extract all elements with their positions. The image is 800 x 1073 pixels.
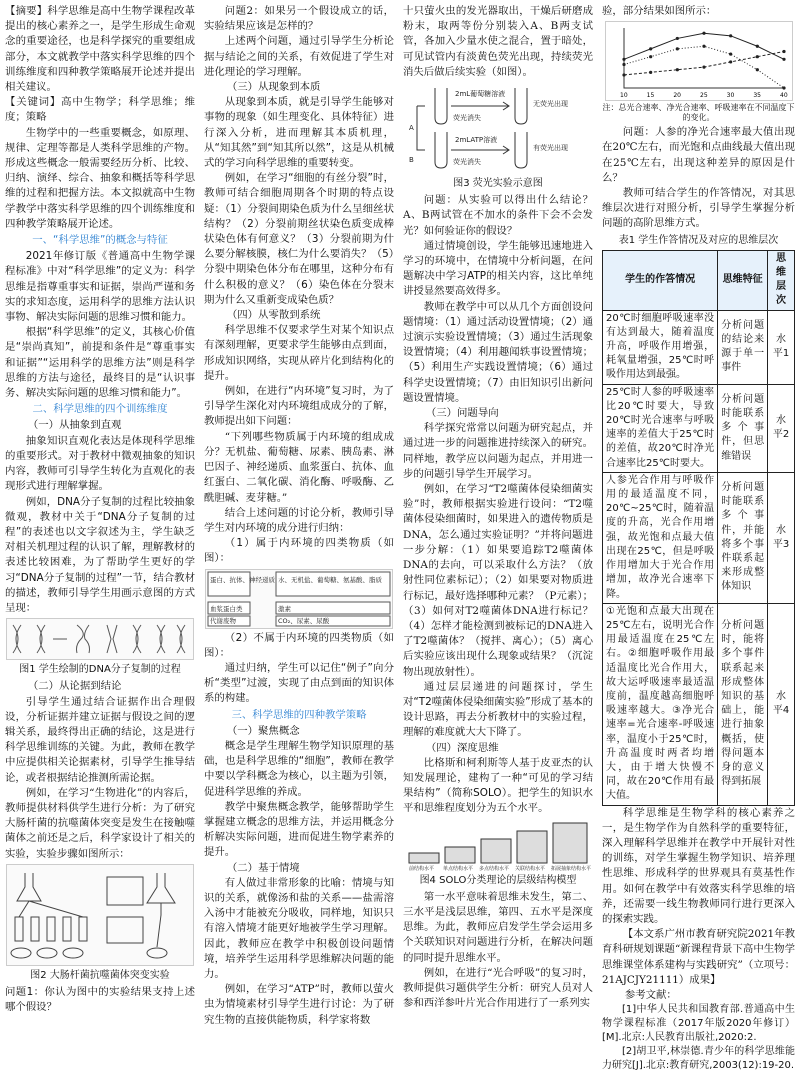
paragraph: 教师可结合学生的作答情况，对其思维层次进行对照分析，引导学生掌握分析问题的高阶思维方式。	[602, 187, 795, 230]
data-point	[675, 68, 678, 71]
data-point	[622, 63, 625, 66]
figure-caption: 图1 学生绘制的DNA分子复制的过程	[19, 664, 181, 676]
paragraph: 教学中聚焦概念教学，能够帮助学生掌握建立概念的思维方法，并运用概念分析解决实际问题，进而促进生物学素养的提升。	[204, 800, 394, 859]
data-point	[649, 55, 652, 58]
subsection-heading: （一）从抽象到直观	[27, 419, 122, 432]
paragraph: 通过层层递进的问题探讨，学生对“T2噬菌体侵染细菌实验”形成了基本的设计思路，再去分析教材中的实验过程，理解的难度就大大下降了。	[403, 680, 593, 739]
data-point	[702, 45, 705, 48]
subsection-heading: （四）从零散到系统	[226, 309, 321, 322]
reference-item: [1]中华人民共和国教育部.普通高中生物学课程标准（2017年版2020年修订）[M].北京:人民教育出版社,2020:2.	[602, 1004, 795, 1044]
paragraph: 比格斯和柯利斯等人基于皮亚杰的认知发展理论，建构了一种“可见的学习结果结构”（简称SOLO）。把学生的知识水平和思维程度划分为五个水平。	[403, 756, 593, 815]
table-cell: 分析问题时，能将多个事件联系起来形成整体知识的基础上，能进行抽象概括，使得问题本身的意义得到拓展	[718, 603, 768, 805]
data-point	[729, 61, 732, 64]
data-point	[729, 34, 732, 37]
table-cell: 人参光合作用与呼吸作用的最适温度不同，20℃~25℃时，随着温度的升高，光合作用增强，故光饱和点最大值出现在25℃，但是呼吸作用增加大于光合作用增加，故净光合速率下降。	[603, 472, 718, 603]
fund-note: 【本文系广州市教育研究院2021年教育科研规划课题“新课程背景下高中生物学思维课堂体系建构与实践研究”（立项号：21AJCJY21111）成果】	[602, 928, 795, 986]
x-tick-label: 10	[619, 92, 628, 100]
data-point	[622, 58, 625, 61]
table-cell: 分析问题时能联系多个事件，并能将多个事件联系起来形成整体知识	[718, 472, 768, 603]
figure-caption: 图3 荧光实验示意图	[453, 178, 543, 190]
section-heading: 二、科学思维的四个训练维度	[32, 403, 168, 416]
keywords: 【关键词】高中生物学；科学思维；维度；策略	[5, 96, 195, 124]
fig-label: 无荧光出现	[533, 100, 568, 109]
fig-label: 荧光消失	[453, 158, 481, 167]
reference-item: [2]胡卫平,林崇德.青少年的科学思维能力研究[J].北京:教育研究,2003(12):19-20.	[602, 1046, 795, 1072]
paragraph: 生物学中的一些重要概念，如原理、规律、定理等都是人类科学思维的产物。形成这些概念一般需要经历分析、比较、归纳、演绎、综合、抽象和概括等科学思维的过程和把握方法。本文拟就高中生物学教学中落实科学思维的四个训练维度和四种教学策略展开论述。	[5, 126, 195, 230]
fig-label: A	[409, 124, 414, 133]
subsection-heading: （二）基于情境	[226, 861, 300, 874]
thinking-level-table	[602, 250, 795, 806]
column-3	[403, 4, 593, 1011]
list-item: （2）不属于内环境的四类物质（如图）：	[204, 631, 394, 659]
internal-environment-figure	[205, 569, 393, 629]
data-point	[755, 55, 758, 58]
section-heading: 三、科学思维的四种教学策略	[231, 708, 367, 721]
table-row	[603, 384, 795, 472]
column-2	[204, 4, 394, 1028]
data-point	[755, 68, 758, 71]
question: 问题：人参的净光合速率最大值出现在20℃左右，而光饱和点曲线最大值出现在25℃左右，出现这种差异的原因是什么？	[602, 126, 795, 184]
data-point	[622, 74, 625, 77]
paragraph: 科学思维不仅要求学生对某个知识点有深刻理解，更要求学生能够由点到面，形成知识网络，实现从碎片化到结构化的提升。	[204, 324, 394, 382]
chart-axis	[624, 28, 784, 88]
table-header: 思维特征	[718, 250, 768, 310]
paragraph: 例如，在学习“细胞的有丝分裂”时，教师可结合细胞周期各个时期的特点设疑：（1）分裂间期染色质为什么呈细丝状结构？（2）分裂前期丝状染色质变成棒状染色体有何意义？（3）分裂前期为什么要分解核膜，核仁为什么要消失？（5）分裂中期染色体分布在哪里，这种分布有什么积极的意义？（6）染色体在分裂末期为什么又重新变成染色质？	[204, 172, 394, 306]
data-point	[729, 53, 732, 56]
table-header: 学生的作答情况	[603, 250, 718, 310]
column-1	[5, 4, 195, 1015]
question: 问题1：你认为图中的实验结果支持上述哪个假设？	[5, 985, 195, 1014]
question: 问题：从实验可以得出什么结论？A、B两试管在不加水的条件下会不会发光？如何验证你的假设？	[403, 194, 593, 237]
data-point	[702, 32, 705, 35]
paragraph: 通过归纳，学生可以记住“例子”向分析“类型”过渡，实现了由点到面的知识体系的构建。	[204, 661, 394, 705]
table-row	[603, 603, 795, 805]
paragraph: 从现象到本质，就是引导学生能够对事物的现象（如生理变化、具体特征）进行深入分析，进而理解其本质机理，从“知其然”到“知其所以然”，这是从机械式的学习向科学思维的重要转变。	[204, 96, 394, 170]
paragraph: 例如，在进行“内环境”复习时，为了引导学生深化对内环境组成成分的了解，教师提出如下问题：	[204, 385, 394, 428]
paragraph: 例如，在学习“ATP”时，教师以萤火虫为情境素材引导学生进行讨论：为了研究生物的直接供能物质，科学家将数	[204, 983, 394, 1026]
subsection-heading: （四）深度思维	[425, 741, 499, 754]
subsection-heading: （一）聚焦概念	[226, 724, 300, 737]
paragraph: 十只萤火虫的发光器取出，干燥后研磨成粉末，取两等份分别装入A、B两支试管，各加入少量水使之混合，置于暗处，可见试管内有淡黄色荧光出现，持续荧光消失后做后续实验（如图）。	[403, 5, 593, 78]
paragraph: 抽象知识直观化表达是体现科学思维的重要形式。对于教材中微观抽象的知识内容，教师可引导学生转化为直观化的表现形式进行理解掌握。	[5, 434, 195, 493]
data-point	[782, 58, 785, 61]
table-row	[603, 310, 795, 384]
table-cell: 分析问题的结论来源于单一事件	[718, 310, 768, 384]
paragraph: 例如，在进行“光合呼吸”的复习时，教师提供习题供学生分析：研究人员对人参和西洋参叶片光合作用进行了一系列实	[403, 966, 593, 1010]
table-cell: 20℃时细胞呼吸速率没有达到最大，随着温度升高，呼吸作用增强，耗氧量增强，25℃时呼吸作用达到最强。	[603, 310, 718, 384]
paragraph: 概念是学生理解生物学知识原理的基础，也是科学思维的“细胞”，教师在教学中要以学科概念为核心，以主题为引领，促进科学思维的养成。	[204, 739, 394, 798]
table-caption: 表1 学生作答情况及对应的思维层次	[618, 234, 779, 246]
data-point	[649, 47, 652, 50]
figure-note: 注：总光合速率、净光合速率、呼吸速率在不同温度下的变化。	[602, 103, 795, 123]
data-point	[675, 37, 678, 40]
abstract: 【摘要】科学思维是高中生物学课程改革提出的核心素养之一，是学生形成生命观念的重要途径，也是科学探究的重要组成部分，本文就教学中落实科学思维的四个训练维度和四种教学策略展开论述并提出相关建议。	[5, 5, 195, 94]
subsection-heading: （二）从论据到结论	[27, 680, 122, 693]
table-cell: ①光饱和点最大出现在25℃左右，说明光合作用最适温度在25℃左右。②细胞呼吸作用最适温度比光合作用大，故大运呼吸速率最适温度前，温度越高细胞呼吸速率越大。③净光合速率=光合速率-呼吸速率，温度小于25℃时，升高温度时两者均增大，由于增大快慢不同，故在20℃作用有最大值。	[603, 603, 718, 805]
paragraph: 2021年修订版《普通高中生物学课程标准》中对“科学思维”的定义为：科学思维是指尊重事实和证据，崇尚严谨和务实的求知态度，运用科学的思维方法认识事物、解决实际问题的思维习惯和能力。	[5, 250, 195, 324]
paragraph: 教师在教学中可以从几个方面创设问题情境：（1）通过活动设置情境；（2）通过演示实验设置情境；（3）通过生活现象设置情境；（4）利用趣闻轶事设置情境；（5）利用生产实践设置情境；（6）通过科学史设置情境；（7）由旧知识引出新问题设置情境。	[403, 300, 593, 404]
figure-caption: 图4 SOLO分类理论的层级结构模型	[419, 874, 577, 886]
column-4	[602, 4, 795, 1073]
ecoli-experiment-figure	[6, 864, 194, 966]
question: 问题2：如果另一个假设成立的话，实验结果应该是怎样的？	[204, 5, 394, 33]
fig-label: 代谢废物	[210, 616, 236, 625]
data-point	[702, 66, 705, 69]
fig-label: 荧光消失	[453, 114, 481, 123]
section-heading: 一、“科学思维”的概念与特征	[32, 234, 168, 247]
x-tick-label: 30	[726, 92, 734, 100]
paragraph: 有人做过非常形象的比喻：情境与知识的关系，就像汤和盐的关系——盐需溶入汤中才能被充分吸收，同样地，知识只有溶入情境才能更好地被学生学习理解。因此，教师应在教学中积极创设问题情境，培养学生运用科学思维解决问题的能力。	[204, 876, 394, 980]
paragraph: 结合上述问题的讨论分析，教师引导学生对内环境的成分进行归纳：	[204, 506, 394, 534]
subsection-heading: （三）问题导向	[425, 407, 499, 420]
x-tick-label: 25	[699, 92, 708, 100]
paragraph: 例如，在学习“生物进化”的内容后，教师提供材料供学生进行分析：为了研究大肠杆菌的抗噬菌体突变是发生在接触噬菌体之前还是之后，科学家设计了相关的实验，实验步骤如图所示：	[5, 786, 195, 860]
paragraph: 根据“科学思维”的定义，其核心价值是“崇尚真知”，前提和条件是“尊重事实和证据”“运用科学的思维方法”则是科学思维的方法与途径，最终目的是“认识事务、解决实际问题的思维习惯和能力”。	[5, 326, 195, 400]
paragraph: 科学探究常常以问题为研究起点，并通过进一步的问题推进持续深入的研究。同样地，教学应以问题为起点，并用进一步的问题引导学生开展学习。	[403, 422, 593, 480]
list-item: （1）属于内环境的四类物质（如图）：	[204, 537, 394, 565]
fig-label: 前结构水平	[409, 865, 435, 871]
paragraph: 通过情境创设，学生能够迅速地进入学习的环境中，在情境中分析问题，在问题解决中学习ATP的相关内容，这比单纯讲授显然要高效得多。	[403, 239, 593, 298]
data-point	[755, 45, 758, 48]
paragraph: 验，部分结果如图所示：	[602, 5, 717, 17]
ginseng-photosynthesis-chart	[605, 21, 793, 101]
fig-label: 单点结构水平	[443, 865, 474, 871]
subsection-heading: （三）从现象到本质	[226, 81, 321, 94]
table-header: 思维层次	[768, 250, 795, 310]
paragraph: 例如，DNA分子复制的过程比较抽象微观，教材中关于“DNA分子复制的过程”的表述也以文字叙述为主，学生缺乏对相关机理过程的认识了解，理解教材的表述比较困难，为了帮助学生更好的学习“DNA分子复制的过程”一节，结合教材的描述，教师引导学生用画示意图的方式呈现：	[5, 495, 195, 614]
fig-label: 蛋白、抗体、神经递质	[210, 575, 275, 584]
fig-label: 2mL葡萄糖溶液	[455, 90, 506, 99]
table-cell: 25℃时人参的呼吸速率比20℃时要大，导致20℃时光合速率与呼吸速率的差值大于25℃时的差值，故20℃时净光合速率比25℃时要大。	[603, 384, 718, 472]
fluorescence-experiment-figure	[405, 82, 591, 174]
paragraph: 例如，在学习“T2噬菌体侵染细菌实验”时，教师根据实验进行设问：“T2噬菌体侵染细菌时，如果进入的遗传物质是DNA，怎么通过实验证明？”并将问题进一步分解：（1）如果要追踪T2噬菌体DNA的去向，可以采取什么方法？（放射性同位素标记）；（2）如果要对物质进行标记，最好选择哪种元素？（P元素）；（3）如何对T2噬菌体DNA进行标记？（4）怎样才能检测到被标记的DNA进入了T2噬菌体？（搅拌、离心）；（5）离心后实验应该出现什么现象或结果？（沉淀物出现放射性）。	[403, 483, 593, 678]
x-tick-label: 20	[672, 92, 681, 100]
data-point	[782, 87, 785, 90]
table-cell: 水平1	[768, 310, 795, 384]
fig-label: CO₂、尿素、尿酸	[278, 616, 330, 625]
fig-label: 2mLATP溶液	[455, 136, 498, 145]
table-cell: 水平2	[768, 384, 795, 472]
paragraph: 科学思维是生物学科的核心素养之一，是生物学作为自然科学的重要特征，深入理解科学思维并在教学中开展针对性的训练，对学生掌握生物学知识、培养理性思维、形成科学的世界观具有莫基性作用。如何在教学中有效落实科学思维的培养，还需要一线生物教师同行进行更深入的探索实践。	[602, 806, 795, 925]
data-point	[782, 50, 785, 53]
table-cell: 水平3	[768, 472, 795, 603]
table-cell: 分析问题时能联系多个事件，但思维错误	[718, 384, 768, 472]
solo-levels-figure	[405, 819, 591, 871]
references-title: 参考文献：	[624, 988, 677, 1001]
dna-replication-figure	[6, 618, 194, 660]
data-point	[649, 71, 652, 74]
data-point	[675, 47, 678, 50]
fig-label: 血浆蛋白类	[210, 604, 243, 613]
paragraph: 上述两个问题，通过引导学生分析论据与结论之间的关系，有效促进了学生对进化理论的学习理解。	[204, 35, 394, 78]
paragraph: 第一水平意味着思维未发生，第二、三水平是浅层思维，第四、五水平是深度思维。为此，教师应启发学生学会运用多个关联知识对问题进行分析，在解决问题的同时提升思维水平。	[403, 890, 593, 964]
table-cell: 水平4	[768, 603, 795, 805]
fig-label: 水、无机盐、葡萄糖、氨基酸、脂质	[278, 575, 382, 584]
quote: “下列哪些物质属于内环境的组成成分？无机盐、葡萄糖、尿素、胰岛素、淋巴因子、神经递质、血浆蛋白、抗体、血红蛋白、二氧化碳、消化酶、呼吸酶、乙酰胆碱、麦芽糖。”	[204, 430, 394, 504]
fig-label: 拓展抽象结构水平	[551, 865, 591, 871]
figure-caption: 图2 大肠杆菌抗噬菌体突变实验	[30, 969, 170, 981]
fig-label: 激素	[278, 604, 291, 613]
x-tick-label: 35	[752, 92, 761, 100]
fig-label: 关联结构水平	[515, 865, 546, 871]
fig-label: B	[409, 156, 414, 165]
x-tick-label: 40	[779, 92, 788, 100]
paragraph: 引导学生通过结合证据作出合理假设，分析证据并建立证据与假设之间的逻辑关系，最终得出正确的结论，这是进行科学思维训练的关键。为此，教师在教学中应提供相关论据素材，引导学生推导结论，或者根据结论推测所需论据。	[5, 695, 195, 784]
table-row	[603, 472, 795, 603]
fig-label: 有荧光出现	[533, 144, 568, 153]
x-tick-label: 15	[646, 92, 654, 100]
fig-label: 多点结构水平	[479, 865, 510, 871]
